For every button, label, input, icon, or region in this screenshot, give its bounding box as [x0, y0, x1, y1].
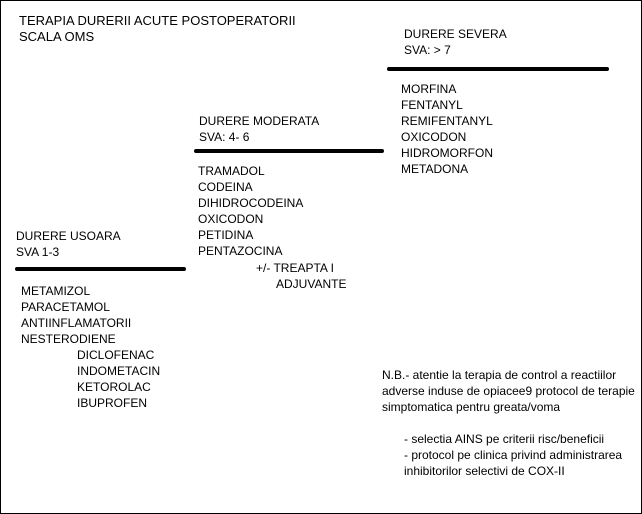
diagram-title	[19, 13, 296, 45]
drug-item: METADONA	[401, 162, 469, 176]
severe-pain-header	[404, 26, 507, 58]
severe-scale: SVA: > 7	[404, 43, 451, 57]
nsaid-item: KETOROLAC	[77, 380, 151, 394]
drug-item: ANTIINFLAMATORII	[21, 316, 132, 330]
nsaid-item: IBUPROFEN	[77, 396, 148, 410]
note-bullet: - selectia AINS pe criterii risc/beneficii	[404, 432, 605, 446]
drug-item: HIDROMORFON	[401, 146, 493, 160]
drug-item: TRAMADOL	[198, 164, 265, 178]
nsaid-item: INDOMETACIN	[77, 364, 161, 378]
mild-scale: SVA 1-3	[16, 245, 60, 259]
drug-item: OXICODON	[198, 212, 264, 226]
drug-item: PENTAZOCINA	[198, 244, 283, 258]
moderate-pain-header	[199, 113, 319, 145]
drug-item: FENTANYL	[401, 98, 463, 112]
moderate-adjuvant-note	[256, 260, 346, 292]
mild-pain-header	[16, 228, 121, 260]
drug-item: OXICODON	[401, 130, 467, 144]
moderate-scale: SVA: 4- 6	[199, 130, 250, 144]
clinical-note	[382, 367, 637, 415]
drug-item: METAMIZOL	[21, 284, 91, 298]
drug-item: NESTERODIENE	[21, 332, 116, 346]
subtitle-line: SCALA OMS	[19, 29, 95, 44]
note-bullet: - protocol pe clinica privind administrarea inhibitorilor selectivi de COX-II	[404, 448, 623, 478]
nsaid-item: DICLOFENAC	[77, 348, 155, 362]
mild-drug-list	[21, 283, 131, 347]
drug-item: PARACETAMOL	[21, 300, 110, 314]
mild-step-rule	[15, 267, 186, 271]
moderate-step-rule	[194, 149, 384, 153]
moderate-drug-list	[198, 163, 303, 259]
drug-item: REMIFENTANYL	[401, 114, 493, 128]
title-line: TERAPIA DURERII ACUTE POSTOPERATORII	[19, 13, 296, 28]
severe-drug-list	[401, 81, 493, 177]
drug-item: PETIDINA	[198, 228, 254, 242]
adjuvant-label: ADJUVANTE	[276, 277, 347, 291]
drug-item: CODEINA	[198, 180, 253, 194]
drug-item: DIHIDROCODEINA	[198, 196, 304, 210]
note-bullets	[404, 431, 634, 479]
nsaid-sublist	[77, 347, 160, 411]
note-text: N.B.- atentie la terapia de control a reactiilor adverse induse de opiacee9 protocol de terapie simptomatica pentru greata/voma	[382, 368, 635, 414]
mild-heading: DURERE USOARA	[16, 229, 121, 243]
severe-heading: DURERE SEVERA	[404, 27, 507, 41]
drug-item: MORFINA	[401, 82, 457, 96]
step-one-addon: +/- TREAPTA I	[256, 261, 334, 275]
moderate-heading: DURERE MODERATA	[199, 114, 320, 128]
severe-step-rule	[387, 67, 609, 71]
